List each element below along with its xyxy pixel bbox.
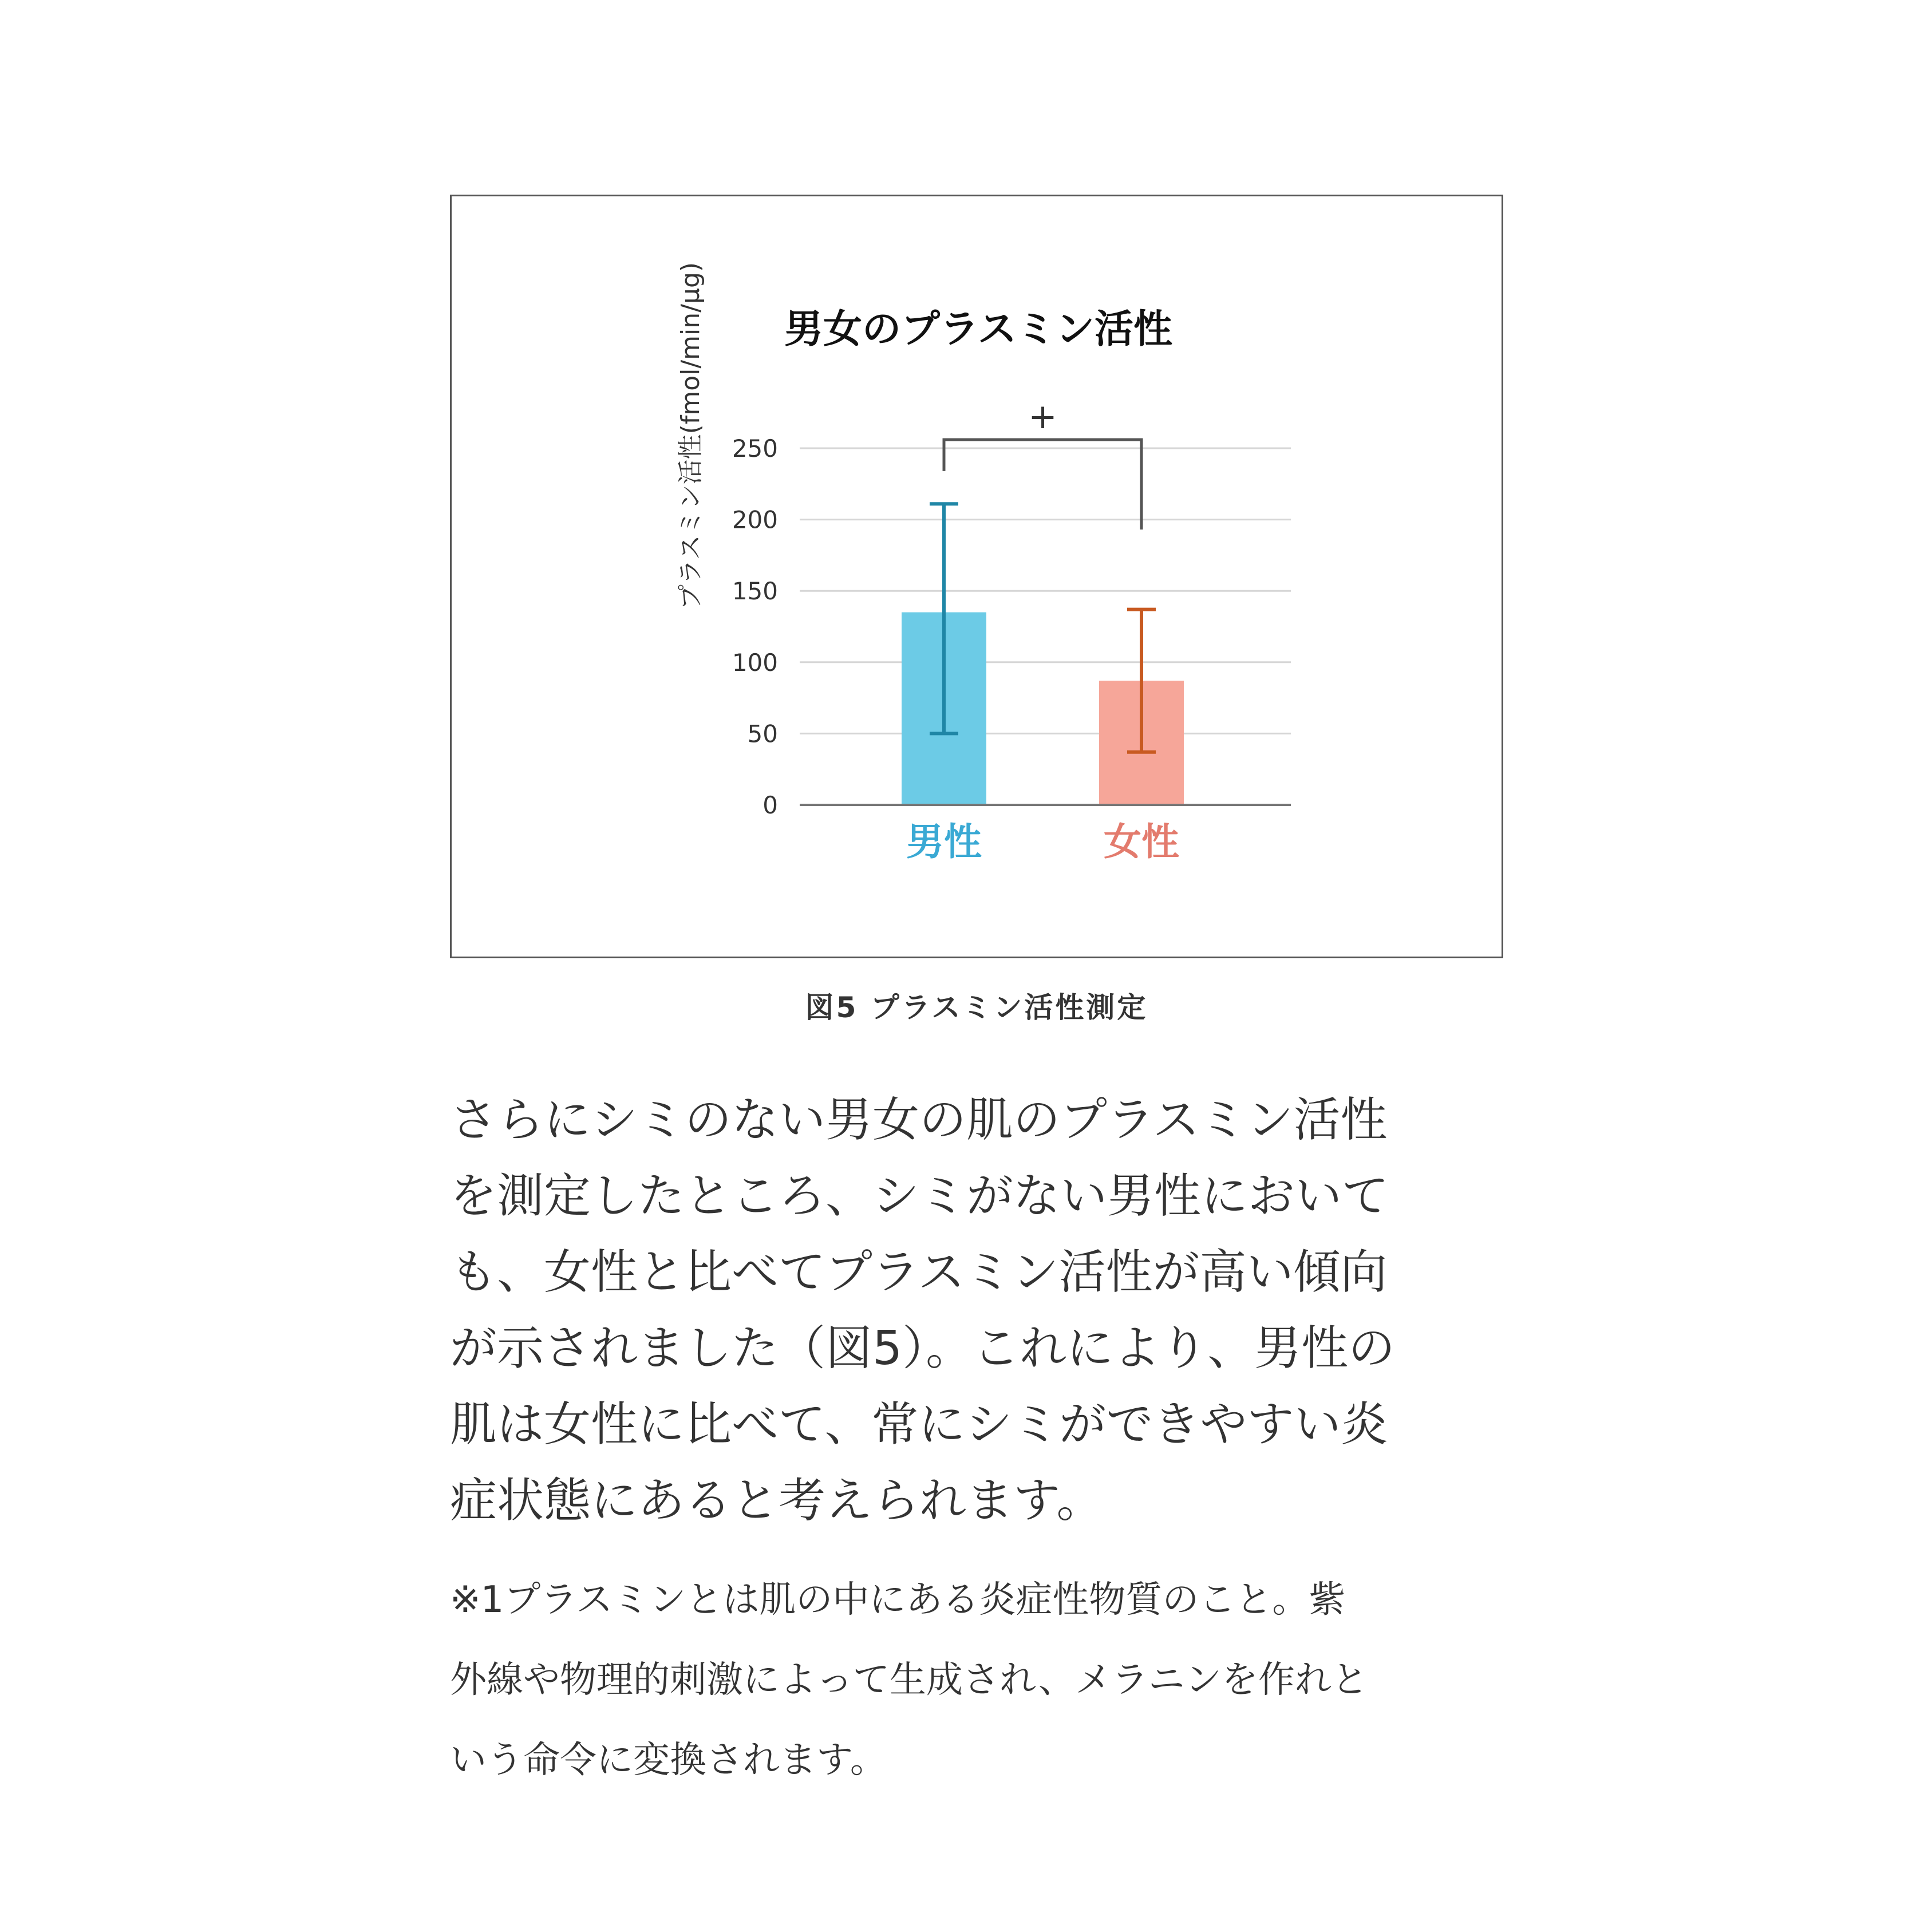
body-line: を測定したところ、シミがない男性において	[450, 1169, 1389, 1223]
body-line: が示されました（図5）。これにより、男性の	[450, 1321, 1396, 1376]
body-paragraph	[450, 1082, 1526, 1539]
y-tick-label: 150	[732, 577, 778, 606]
body-line: 症状態にあると考えられます。	[450, 1473, 1104, 1528]
significance-bracket	[944, 440, 1141, 530]
y-axis-label: プラスミン活性(fmol/min/μg)	[676, 262, 705, 610]
figure-caption: 図5 プラスミン活性測定	[805, 991, 1148, 1024]
footnote-line: ※1プラスミンとは肌の中にある炎症性物質のこと。紫	[450, 1579, 1346, 1621]
footnote-line: いう命令に変換されます。	[450, 1739, 887, 1781]
x-category-label: 男性	[906, 820, 982, 864]
y-tick-label: 100	[732, 648, 778, 677]
footnote-line: 外線や物理的刺激によって生成され、メラニンを作れと	[450, 1659, 1368, 1701]
significance-label: +	[1028, 397, 1057, 437]
chart-title: 男女のプラスミン活性	[784, 307, 1172, 352]
y-tick-label: 50	[747, 720, 778, 748]
figure-frame	[450, 195, 1503, 958]
body-line: さらにシミのない男女の肌のプラスミン活性	[450, 1093, 1388, 1147]
body-line: も、女性と比べてプラスミン活性が高い傾向	[450, 1245, 1388, 1299]
y-tick-label: 200	[732, 505, 778, 534]
y-tick-label: 0	[762, 791, 778, 819]
y-tick-label: 250	[732, 434, 778, 463]
footnote	[450, 1560, 1509, 1800]
x-category-label: 女性	[1104, 820, 1179, 864]
body-line: 肌は女性に比べて、常にシミができやすい炎	[450, 1397, 1388, 1452]
plasmin-activity-chart	[452, 196, 1502, 957]
